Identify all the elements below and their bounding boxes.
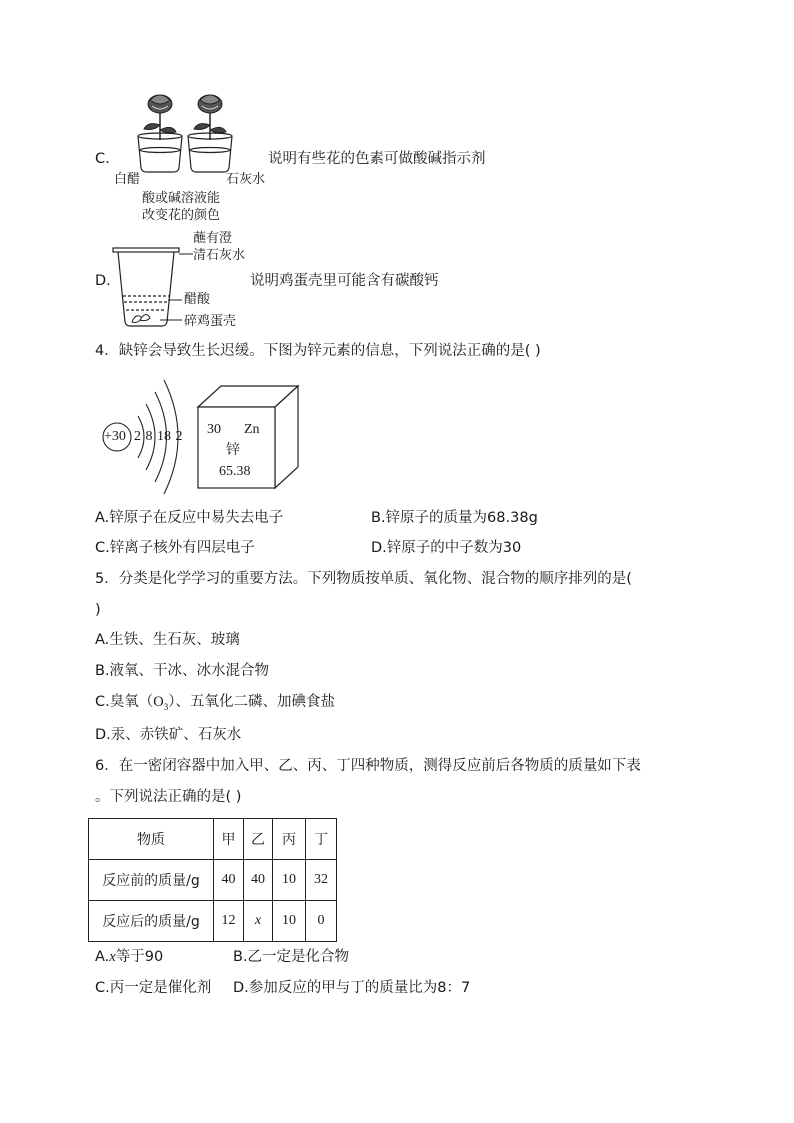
option-c-text: 说明有些花的色素可做酸碱指示剂 — [268, 151, 486, 167]
q5-option-c-prefix: C.臭氧（ — [95, 694, 154, 710]
q5-option-c-suffix: ）、五氧化二磷、加碘食盐 — [168, 694, 335, 710]
table-cell: x — [244, 901, 273, 942]
q5-option-c — [95, 695, 335, 712]
question-5-stem: 5．分类是化学学习的重要方法。下列物质按单质、氧化物、混合物的顺序排列的是( — [95, 571, 632, 587]
table-cell: 40 — [244, 860, 273, 901]
table-row — [89, 860, 337, 901]
ozone-subscript: 3 — [163, 701, 169, 712]
table-cell: 反应前的质量/g — [89, 860, 214, 901]
table-row — [89, 901, 337, 942]
table-cell: 12 — [214, 901, 244, 942]
table-header-cell: 丁 — [306, 819, 337, 860]
q5-option-d: D.汞、赤铁矿、石灰水 — [95, 727, 242, 743]
table-cell: 10 — [273, 901, 306, 942]
question-6-stem: 6．在一密闭容器中加入甲、乙、丙、丁四种物质，测得反应前后各物质的质量如下表 — [95, 758, 641, 774]
table-cell: 40 — [214, 860, 244, 901]
q6-option-a — [95, 950, 163, 965]
table-cell: 反应后的质量/g — [89, 901, 214, 942]
acid-label: 醋酸 — [184, 292, 211, 307]
table-header-cell: 甲 — [214, 819, 244, 860]
q6-option-b: B.乙一定是化合物 — [233, 949, 350, 965]
figure-caption: 酸或碱溶液能 — [142, 191, 221, 206]
option-d-label: D. — [95, 273, 111, 289]
lid-label: 蘸有澄 — [193, 231, 233, 246]
nucleus-charge: +30 — [104, 429, 126, 444]
question-4-stem: 4．缺锌会导致生长迟缓。下图为锌元素的信息，下列说法正确的是( ) — [95, 343, 541, 359]
ozone-formula: O — [153, 694, 164, 710]
element-name: 锌 — [226, 442, 240, 458]
q6-option-a-prefix: A. — [95, 949, 110, 965]
table-header-cell: 丙 — [273, 819, 306, 860]
question-5-stem-cont: ) — [95, 602, 101, 618]
q5-option-b: B.液氧、干冰、冰水混合物 — [95, 663, 270, 679]
q6-option-d: D.参加反应的甲与丁的质量比为8：7 — [233, 980, 471, 996]
figure-caption: 改变花的颜色 — [142, 208, 221, 223]
lid-label: 清石灰水 — [193, 248, 246, 263]
table-cell: 32 — [306, 860, 337, 901]
electron-shells: 2 8 18 2 — [134, 429, 183, 444]
variable-x: x — [109, 949, 116, 965]
table-header-cell: 物质 — [89, 819, 214, 860]
table-cell: 0 — [306, 901, 337, 942]
q4-option-a: A.锌原子在反应中易失去电子 — [95, 510, 284, 526]
mass-table — [88, 818, 337, 942]
right-beaker-label: 石灰水 — [226, 172, 266, 187]
atomic-mass: 65.38 — [219, 464, 251, 479]
element-symbol: Zn — [244, 422, 260, 437]
atomic-number: 30 — [207, 422, 221, 437]
q5-option-a: A.生铁、生石灰、玻璃 — [95, 632, 240, 648]
eggshell-label: 碎鸡蛋壳 — [184, 314, 237, 329]
q6-option-c: C.丙一定是催化剂 — [95, 980, 212, 996]
table-header-cell: 乙 — [244, 819, 273, 860]
question-6-stem-cont: 。下列说法正确的是( ) — [95, 789, 242, 805]
q4-option-c: C.锌离子核外有四层电子 — [95, 540, 255, 556]
left-beaker-label: 白醋 — [114, 172, 141, 187]
q4-option-d: D.锌原子的中子数为30 — [371, 540, 522, 556]
option-d-text: 说明鸡蛋壳里可能含有碳酸钙 — [250, 273, 439, 289]
q4-option-b: B.锌原子的质量为68.38g — [371, 510, 538, 526]
table-header-row — [89, 819, 337, 860]
q6-option-a-suffix: 等于90 — [115, 949, 164, 965]
table-cell: 10 — [273, 860, 306, 901]
option-c-label: C. — [95, 151, 110, 167]
